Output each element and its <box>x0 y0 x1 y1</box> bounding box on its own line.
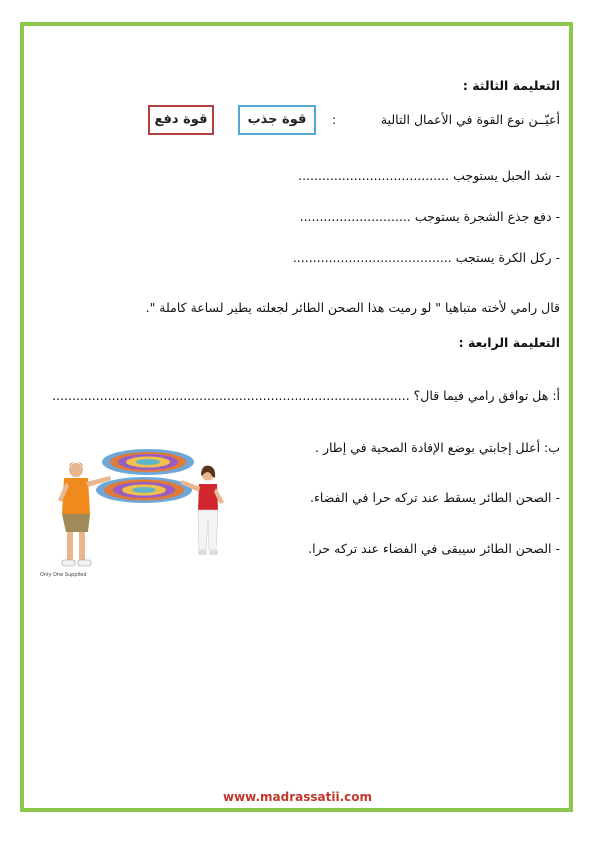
item-rope-dots: ...................................... <box>298 168 450 183</box>
item-tree-text: - دفع جذع الشجرة يستوجب <box>414 209 560 224</box>
item-tree-dots: ............................ <box>299 209 411 224</box>
children-frisbee-illustration <box>36 440 236 580</box>
question-a-text: أ: هل توافق رامي فيما قال؟ <box>413 388 560 403</box>
girl-figure <box>181 466 224 555</box>
boy-figure <box>58 462 111 566</box>
push-force-box: قوة دفع <box>148 105 214 135</box>
item-rope <box>298 168 560 183</box>
website-link[interactable]: www.madrassatii.com <box>222 790 373 804</box>
image-caption: Only One Supplied <box>40 572 87 578</box>
question-a <box>52 388 560 403</box>
section3-title: التعليمة الثالثة : <box>462 78 560 93</box>
page-border <box>20 22 573 812</box>
pull-force-box: قوة جذب <box>238 105 316 135</box>
option-stays: - الصحن الطائر سيبقى في الفضاء عند تركه حرا. <box>308 541 560 556</box>
item-rope-text: - شد الحبل يستوجب <box>453 168 560 183</box>
section4-title: التعليمة الرابعة : <box>458 335 560 350</box>
item-ball <box>293 250 560 265</box>
section3-instruction: أعيّــن نوع القوة في الأعمال التالية <box>380 112 560 127</box>
frisbee-bottom <box>96 477 192 503</box>
item-ball-text: - ركل الكرة يستجب <box>455 250 560 265</box>
quote-text: قال رامي لأخته متباهيا " لو رميت هذا الصحن الطائر لجعلته يطير لساعة كاملة ". <box>145 300 560 315</box>
frisbee-top <box>102 449 194 475</box>
item-tree <box>300 209 560 224</box>
question-a-dots: .......................................................................................... <box>52 388 410 403</box>
option-falls: - الصحن الطائر يسقط عند تركه حرا في الفضاء. <box>310 490 560 505</box>
question-b: ب: أعلل إجابتي بوضع الإفادة الصحية في إطار . <box>315 440 560 455</box>
item-ball-dots: ........................................ <box>292 250 452 265</box>
section3-colon: : <box>332 112 337 127</box>
